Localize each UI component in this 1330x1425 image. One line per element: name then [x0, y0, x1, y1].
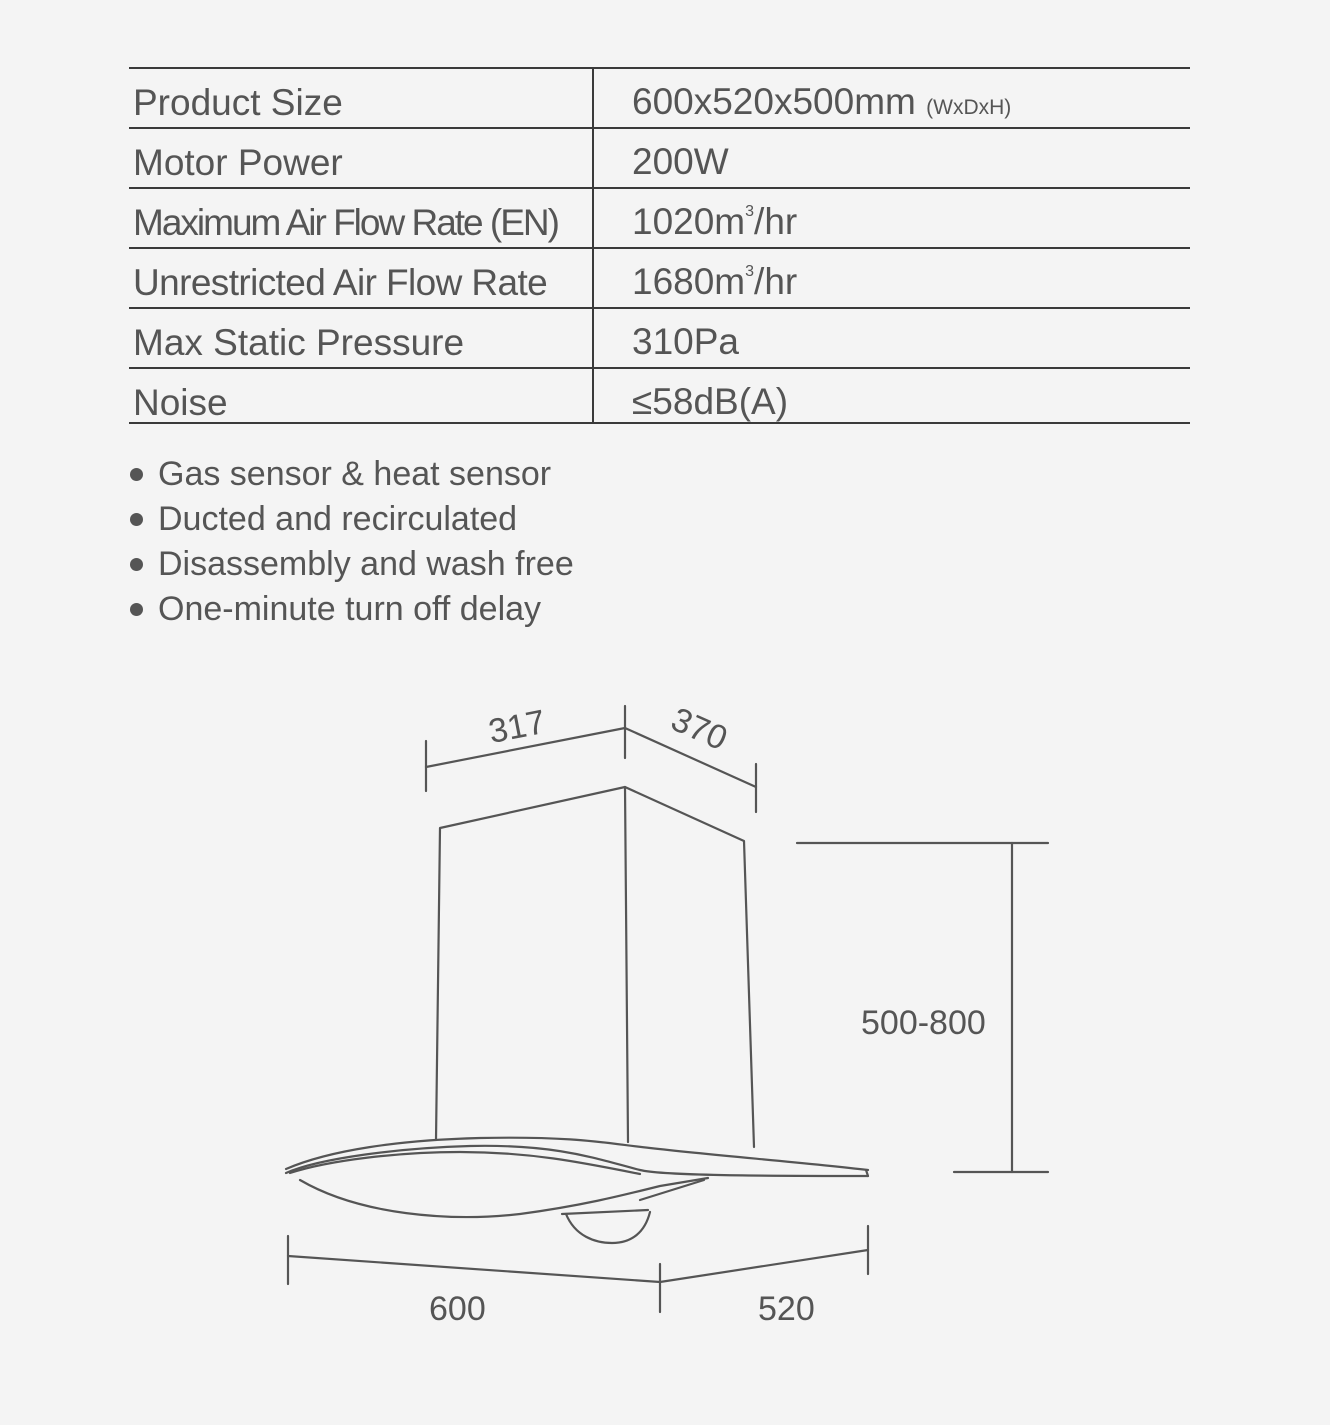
- hood-canopy-outline: [286, 1138, 868, 1243]
- feature-text: Disassembly and wash free: [158, 545, 574, 583]
- spec-label: Max Static Pressure: [129, 309, 594, 367]
- spec-value-text: 310Pa: [632, 321, 739, 362]
- spec-value-text: 1680m: [632, 261, 746, 302]
- dimension-label-hood-depth: 520: [758, 1290, 815, 1328]
- feature-text: Gas sensor & heat sensor: [158, 455, 552, 493]
- spec-value-text: 1020m: [632, 201, 746, 242]
- dimension-label-hood-width: 600: [429, 1290, 486, 1328]
- spec-value-suffix: /hr: [754, 201, 798, 242]
- dimension-label-height: 500-800: [861, 1004, 986, 1042]
- spec-value-text: 600x520x500mm: [632, 81, 916, 122]
- spec-label: Maximum Air Flow Rate (EN): [129, 189, 594, 247]
- spec-label: Noise: [129, 369, 594, 422]
- spec-label: Motor Power: [129, 129, 594, 187]
- spec-value-superscript: 3: [745, 263, 755, 280]
- dimension-label-chimney-depth: 370: [665, 700, 733, 759]
- spec-value-suffix: /hr: [754, 261, 798, 302]
- spec-value-superscript: 3: [745, 203, 755, 220]
- feature-text: Ducted and recirculated: [158, 500, 518, 538]
- spec-value-note: (WxDxH): [926, 96, 1012, 119]
- dimension-label-chimney-width: 317: [485, 703, 549, 752]
- feature-text: One-minute turn off delay: [158, 590, 542, 628]
- spec-value-text: ≤58dB(A): [632, 381, 789, 422]
- spec-label: Unrestricted Air Flow Rate: [129, 249, 594, 307]
- spec-value-text: 200W: [632, 141, 729, 182]
- chimney-outline: [436, 787, 754, 1147]
- spec-label: Product Size: [129, 69, 594, 127]
